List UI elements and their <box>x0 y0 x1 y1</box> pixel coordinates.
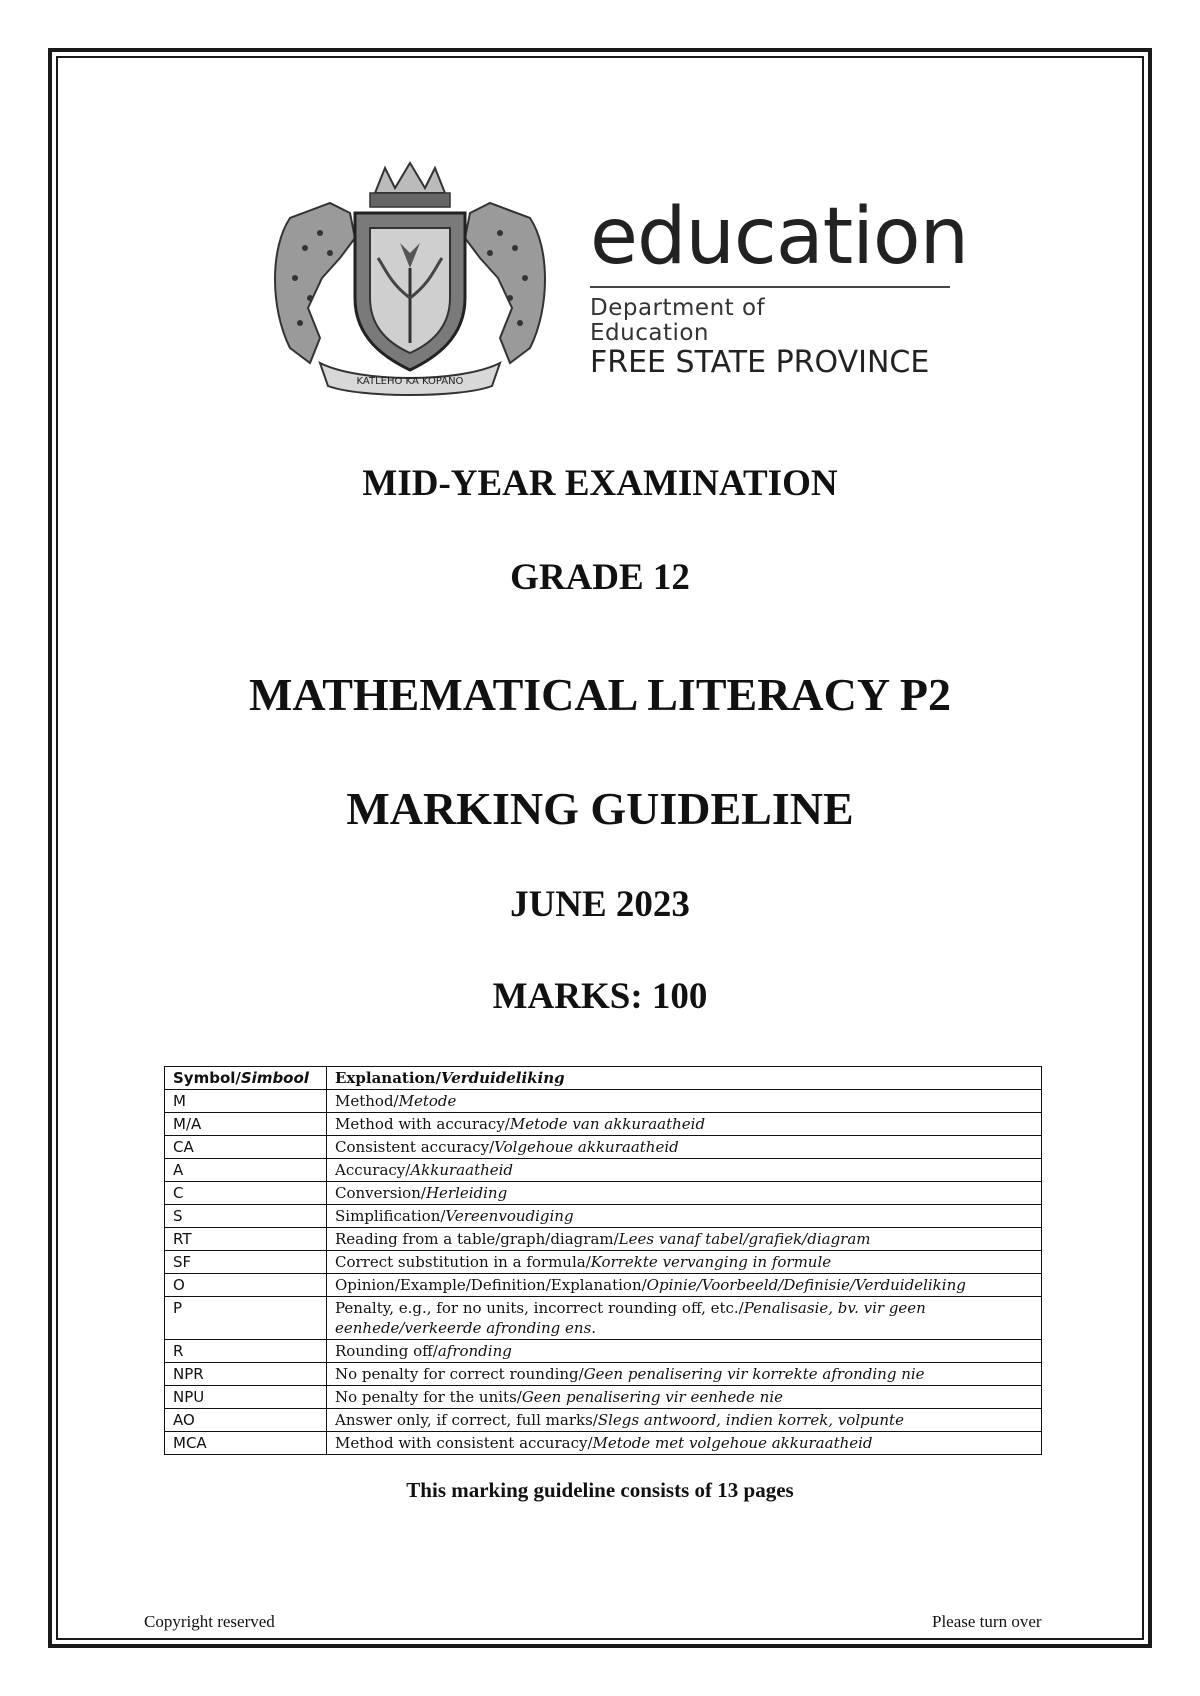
brand-text-block <box>590 192 969 380</box>
explanation-english: Answer only, if correct, full marks/ <box>335 1411 598 1429</box>
explanation-afrikaans: Herleiding <box>425 1184 508 1202</box>
symbol-cell: R <box>165 1340 327 1363</box>
subject-title: MATHEMATICAL LITERACY P2 <box>249 669 951 720</box>
symbol-cell: NPR <box>165 1363 327 1386</box>
explanation-english: No penalty for the units/ <box>335 1388 522 1406</box>
explanation-cell <box>327 1386 1042 1409</box>
explanation-english: Method with accuracy/ <box>335 1115 510 1133</box>
explanation-afrikaans: Lees vanaf tabel/grafiek/diagram <box>618 1230 871 1248</box>
province-name: FREE STATE PROVINCE <box>590 345 930 380</box>
explanation-afrikaans: Vereenvoudiging <box>445 1207 574 1225</box>
symbol-cell: O <box>165 1274 327 1297</box>
explanation-afrikaans: afronding <box>437 1342 512 1360</box>
explanation-english: Method with consistent accuracy/ <box>335 1434 593 1452</box>
brand-wordmark: education <box>590 192 969 282</box>
explanation-english: Method/ <box>335 1092 399 1110</box>
table-row <box>165 1159 1042 1182</box>
copyright-notice: Copyright reserved <box>144 1612 275 1631</box>
department-logo <box>260 158 969 398</box>
explanation-afrikaans: Korrekte vervanging in formule <box>590 1253 832 1271</box>
svg-text:KATLEHO KA KOPANO: KATLEHO KA KOPANO <box>356 376 464 387</box>
exam-title: MID-YEAR EXAMINATION <box>362 463 838 504</box>
marks-title: MARKS: 100 <box>492 976 708 1017</box>
explanation-afrikaans: Metode van akkuraatheid <box>509 1115 706 1133</box>
table-row <box>165 1182 1042 1205</box>
explanation-afrikaans: Akkuraatheid <box>410 1161 514 1179</box>
explanation-cell <box>327 1090 1042 1113</box>
explanation-cell <box>327 1251 1042 1274</box>
symbol-cell: CA <box>165 1136 327 1159</box>
explanation-cell <box>327 1409 1042 1432</box>
explanation-column-header: Explanation/Verduideliking <box>327 1067 1042 1090</box>
explanation-english: No penalty for correct rounding/ <box>335 1365 584 1383</box>
table-row <box>165 1274 1042 1297</box>
turn-over-note: Please turn over <box>932 1612 1042 1631</box>
explanation-cell <box>327 1228 1042 1251</box>
grade-title: GRADE 12 <box>510 557 690 598</box>
symbol-cell: M/A <box>165 1113 327 1136</box>
explanation-cell <box>327 1205 1042 1228</box>
department-line-2: Education <box>590 320 710 346</box>
table-row <box>165 1432 1042 1455</box>
table-row <box>165 1136 1042 1159</box>
explanation-english: Conversion/ <box>335 1184 426 1202</box>
table-row <box>165 1409 1042 1432</box>
symbol-column-header: Symbol/Simbool <box>165 1067 327 1090</box>
symbol-cell: C <box>165 1182 327 1205</box>
symbol-cell: RT <box>165 1228 327 1251</box>
explanation-english: Simplification/ <box>335 1207 446 1225</box>
explanation-afrikaans: Opinie/Voorbeeld/Definisie/Verduideliking <box>646 1276 966 1294</box>
table-row <box>165 1297 1042 1340</box>
table-row <box>165 1228 1042 1251</box>
explanation-cell <box>327 1182 1042 1205</box>
explanation-english: Rounding off/ <box>335 1342 438 1360</box>
symbol-cell: P <box>165 1297 327 1340</box>
document-type-title: MARKING GUIDELINE <box>346 783 854 834</box>
explanation-cell <box>327 1136 1042 1159</box>
explanation-cell <box>327 1432 1042 1455</box>
session-title: JUNE 2023 <box>510 884 690 925</box>
explanation-afrikaans: Volgehoue akkuraatheid <box>494 1138 679 1156</box>
explanation-cell <box>327 1363 1042 1386</box>
page-count-note: This marking guideline consists of 13 pages <box>406 1478 794 1502</box>
table-row <box>165 1363 1042 1386</box>
explanation-english: Opinion/Example/Definition/Explanation/ <box>335 1276 647 1294</box>
symbol-cell: NPU <box>165 1386 327 1409</box>
explanation-english: Penalty, e.g., for no units, incorrect rounding off, etc./ <box>335 1299 744 1317</box>
symbol-cell: MCA <box>165 1432 327 1455</box>
explanation-afrikaans: Geen penalisering vir eenhede nie <box>521 1388 783 1406</box>
explanation-english: Reading from a table/graph/diagram/ <box>335 1230 619 1248</box>
table-row <box>165 1205 1042 1228</box>
table-row <box>165 1386 1042 1409</box>
brand-divider <box>590 286 950 288</box>
explanation-cell <box>327 1113 1042 1136</box>
explanation-afrikaans: Penalisasie, bv. vir geen eenhede/verkeerde afronding ens. <box>335 1299 926 1337</box>
symbol-cell: AO <box>165 1409 327 1432</box>
explanation-cell <box>327 1159 1042 1182</box>
explanation-english: Correct substitution in a formula/ <box>335 1253 591 1271</box>
table-row <box>165 1113 1042 1136</box>
table-row <box>165 1340 1042 1363</box>
explanation-english: Accuracy/ <box>335 1161 411 1179</box>
table-row <box>165 1090 1042 1113</box>
coat-of-arms-icon <box>260 158 560 398</box>
explanation-afrikaans: Metode <box>398 1092 457 1110</box>
explanation-cell <box>327 1297 1042 1340</box>
symbol-cell: SF <box>165 1251 327 1274</box>
table-row <box>165 1251 1042 1274</box>
explanation-cell <box>327 1274 1042 1297</box>
department-line-1: Department of <box>590 295 766 321</box>
symbol-cell: M <box>165 1090 327 1113</box>
explanation-cell <box>327 1340 1042 1363</box>
explanation-afrikaans: Metode met volgehoue akkuraatheid <box>592 1434 873 1452</box>
table-header-row <box>165 1067 1042 1090</box>
explanation-afrikaans: Geen penalisering vir korrekte afronding nie <box>583 1365 925 1383</box>
symbol-legend-table <box>164 1066 1042 1455</box>
explanation-english: Consistent accuracy/ <box>335 1138 495 1156</box>
symbol-cell: A <box>165 1159 327 1182</box>
explanation-afrikaans: Slegs antwoord, indien korrek, volpunte <box>597 1411 904 1429</box>
symbol-cell: S <box>165 1205 327 1228</box>
